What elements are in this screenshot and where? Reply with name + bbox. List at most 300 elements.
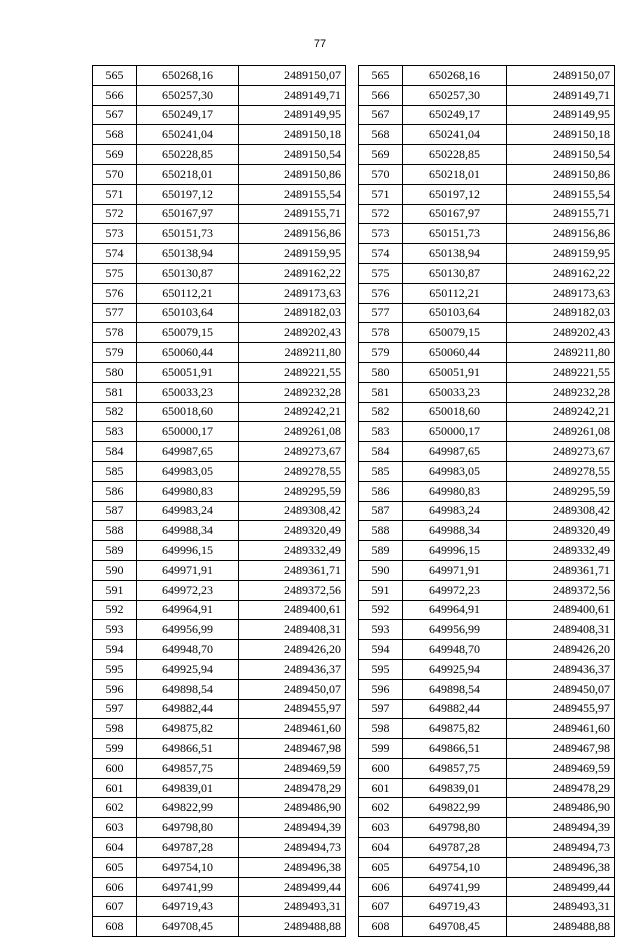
- x-coordinate-cell: 649988,34: [403, 521, 507, 541]
- x-coordinate-cell: 650000,17: [403, 422, 507, 442]
- point-number-cell: 594: [359, 640, 403, 660]
- x-coordinate-cell: 650241,04: [403, 125, 507, 145]
- point-number-cell: 592: [93, 600, 137, 620]
- point-number-cell: 582: [359, 402, 403, 422]
- point-number-cell: 583: [93, 422, 137, 442]
- point-number-cell: 586: [93, 481, 137, 501]
- y-coordinate-cell: 2489273,67: [239, 442, 346, 462]
- point-number-cell: 591: [359, 580, 403, 600]
- x-coordinate-cell: 650151,73: [403, 224, 507, 244]
- coordinates-table-left: [92, 65, 346, 937]
- y-coordinate-cell: 2489155,71: [507, 204, 615, 224]
- table-row: [93, 798, 346, 818]
- y-coordinate-cell: 2489242,21: [239, 402, 346, 422]
- table-row: [93, 818, 346, 838]
- y-coordinate-cell: 2489156,86: [507, 224, 615, 244]
- table-row: [359, 679, 615, 699]
- x-coordinate-cell: 650130,87: [137, 263, 239, 283]
- point-number-cell: 602: [93, 798, 137, 818]
- y-coordinate-cell: 2489493,31: [507, 897, 615, 917]
- table-row: [93, 204, 346, 224]
- y-coordinate-cell: 2489242,21: [507, 402, 615, 422]
- y-coordinate-cell: 2489159,95: [239, 244, 346, 264]
- point-number-cell: 572: [93, 204, 137, 224]
- x-coordinate-cell: 650228,85: [137, 145, 239, 165]
- y-coordinate-cell: 2489400,61: [239, 600, 346, 620]
- point-number-cell: 567: [359, 105, 403, 125]
- y-coordinate-cell: 2489149,95: [507, 105, 615, 125]
- y-coordinate-cell: 2489436,37: [507, 659, 615, 679]
- y-coordinate-cell: 2489499,44: [507, 877, 615, 897]
- x-coordinate-cell: 649741,99: [403, 877, 507, 897]
- table-row: [359, 85, 615, 105]
- y-coordinate-cell: 2489221,55: [239, 362, 346, 382]
- x-coordinate-cell: 649898,54: [137, 679, 239, 699]
- y-coordinate-cell: 2489436,37: [239, 659, 346, 679]
- y-coordinate-cell: 2489361,71: [239, 560, 346, 580]
- y-coordinate-cell: 2489150,54: [507, 145, 615, 165]
- x-coordinate-cell: 649798,80: [403, 818, 507, 838]
- table-row: [359, 758, 615, 778]
- point-number-cell: 590: [93, 560, 137, 580]
- table-row: [359, 204, 615, 224]
- x-coordinate-cell: 649875,82: [403, 719, 507, 739]
- x-coordinate-cell: 649866,51: [403, 739, 507, 759]
- x-coordinate-cell: 650197,12: [403, 184, 507, 204]
- y-coordinate-cell: 2489426,20: [239, 640, 346, 660]
- y-coordinate-cell: 2489486,90: [507, 798, 615, 818]
- table-row: [359, 838, 615, 858]
- point-number-cell: 571: [359, 184, 403, 204]
- point-number-cell: 596: [359, 679, 403, 699]
- x-coordinate-cell: 649741,99: [137, 877, 239, 897]
- point-number-cell: 607: [93, 897, 137, 917]
- table-row: [359, 303, 615, 323]
- y-coordinate-cell: 2489478,29: [507, 778, 615, 798]
- table-row: [359, 343, 615, 363]
- point-number-cell: 598: [359, 719, 403, 739]
- table-row: [93, 719, 346, 739]
- x-coordinate-cell: 650138,94: [137, 244, 239, 264]
- y-coordinate-cell: 2489149,71: [239, 85, 346, 105]
- y-coordinate-cell: 2489211,80: [507, 343, 615, 363]
- table-row: [93, 323, 346, 343]
- table-row: [359, 897, 615, 917]
- point-number-cell: 592: [359, 600, 403, 620]
- y-coordinate-cell: 2489202,43: [507, 323, 615, 343]
- x-coordinate-cell: 649983,24: [403, 501, 507, 521]
- point-number-cell: 569: [359, 145, 403, 165]
- y-coordinate-cell: 2489320,49: [239, 521, 346, 541]
- point-number-cell: 581: [93, 382, 137, 402]
- point-number-cell: 608: [93, 917, 137, 937]
- x-coordinate-cell: 649948,70: [403, 640, 507, 660]
- point-number-cell: 589: [359, 541, 403, 561]
- x-coordinate-cell: 649972,23: [403, 580, 507, 600]
- point-number-cell: 585: [93, 461, 137, 481]
- point-number-cell: 597: [359, 699, 403, 719]
- x-coordinate-cell: 649971,91: [403, 560, 507, 580]
- y-coordinate-cell: 2489162,22: [507, 263, 615, 283]
- table-row: [93, 857, 346, 877]
- y-coordinate-cell: 2489273,67: [507, 442, 615, 462]
- table-body-right: [359, 66, 615, 937]
- x-coordinate-cell: 650130,87: [403, 263, 507, 283]
- y-coordinate-cell: 2489149,71: [507, 85, 615, 105]
- point-number-cell: 573: [93, 224, 137, 244]
- x-coordinate-cell: 649898,54: [403, 679, 507, 699]
- point-number-cell: 599: [93, 739, 137, 759]
- point-number-cell: 568: [93, 125, 137, 145]
- point-number-cell: 595: [93, 659, 137, 679]
- y-coordinate-cell: 2489149,95: [239, 105, 346, 125]
- y-coordinate-cell: 2489278,55: [507, 461, 615, 481]
- y-coordinate-cell: 2489150,07: [507, 66, 615, 86]
- x-coordinate-cell: 649857,75: [137, 758, 239, 778]
- x-coordinate-cell: 650167,97: [403, 204, 507, 224]
- table-row: [93, 739, 346, 759]
- y-coordinate-cell: 2489469,59: [507, 758, 615, 778]
- table-row: [359, 184, 615, 204]
- table-row: [93, 283, 346, 303]
- table-row: [93, 877, 346, 897]
- table-row: [93, 402, 346, 422]
- y-coordinate-cell: 2489469,59: [239, 758, 346, 778]
- point-number-cell: 570: [93, 164, 137, 184]
- x-coordinate-cell: 649708,45: [403, 917, 507, 937]
- x-coordinate-cell: 649882,44: [403, 699, 507, 719]
- y-coordinate-cell: 2489308,42: [507, 501, 615, 521]
- table-row: [359, 244, 615, 264]
- y-coordinate-cell: 2489150,18: [239, 125, 346, 145]
- table-row: [359, 798, 615, 818]
- table-row: [93, 343, 346, 363]
- point-number-cell: 606: [359, 877, 403, 897]
- table-row: [359, 580, 615, 600]
- table-row: [359, 382, 615, 402]
- y-coordinate-cell: 2489494,39: [507, 818, 615, 838]
- x-coordinate-cell: 650218,01: [403, 164, 507, 184]
- table-row: [359, 600, 615, 620]
- y-coordinate-cell: 2489450,07: [507, 679, 615, 699]
- x-coordinate-cell: 649956,99: [137, 620, 239, 640]
- y-coordinate-cell: 2489159,95: [507, 244, 615, 264]
- y-coordinate-cell: 2489494,73: [507, 838, 615, 858]
- table-row: [359, 283, 615, 303]
- y-coordinate-cell: 2489455,97: [239, 699, 346, 719]
- x-coordinate-cell: 650241,04: [137, 125, 239, 145]
- table-row: [93, 659, 346, 679]
- y-coordinate-cell: 2489320,49: [507, 521, 615, 541]
- table-row: [93, 85, 346, 105]
- table-row: [359, 461, 615, 481]
- x-coordinate-cell: 649983,05: [137, 461, 239, 481]
- y-coordinate-cell: 2489494,73: [239, 838, 346, 858]
- point-number-cell: 594: [93, 640, 137, 660]
- point-number-cell: 566: [93, 85, 137, 105]
- y-coordinate-cell: 2489332,49: [507, 541, 615, 561]
- x-coordinate-cell: 649822,99: [137, 798, 239, 818]
- point-number-cell: 586: [359, 481, 403, 501]
- y-coordinate-cell: 2489150,86: [239, 164, 346, 184]
- table-row: [359, 422, 615, 442]
- x-coordinate-cell: 649956,99: [403, 620, 507, 640]
- x-coordinate-cell: 649988,34: [137, 521, 239, 541]
- y-coordinate-cell: 2489295,59: [507, 481, 615, 501]
- x-coordinate-cell: 650079,15: [403, 323, 507, 343]
- point-number-cell: 598: [93, 719, 137, 739]
- y-coordinate-cell: 2489488,88: [239, 917, 346, 937]
- x-coordinate-cell: 650033,23: [403, 382, 507, 402]
- y-coordinate-cell: 2489308,42: [239, 501, 346, 521]
- x-coordinate-cell: 650018,60: [403, 402, 507, 422]
- point-number-cell: 577: [359, 303, 403, 323]
- table-row: [359, 442, 615, 462]
- x-coordinate-cell: 649719,43: [403, 897, 507, 917]
- point-number-cell: 601: [93, 778, 137, 798]
- table-row: [93, 105, 346, 125]
- x-coordinate-cell: 650103,64: [403, 303, 507, 323]
- coordinates-table-right: [358, 65, 615, 937]
- x-coordinate-cell: 650257,30: [403, 85, 507, 105]
- table-row: [93, 422, 346, 442]
- point-number-cell: 585: [359, 461, 403, 481]
- point-number-cell: 579: [359, 343, 403, 363]
- table-row: [359, 719, 615, 739]
- table-row: [359, 541, 615, 561]
- table-row: [359, 917, 615, 937]
- x-coordinate-cell: 649964,91: [403, 600, 507, 620]
- table-row: [93, 481, 346, 501]
- point-number-cell: 587: [359, 501, 403, 521]
- x-coordinate-cell: 649708,45: [137, 917, 239, 937]
- y-coordinate-cell: 2489150,18: [507, 125, 615, 145]
- x-coordinate-cell: 649980,83: [137, 481, 239, 501]
- x-coordinate-cell: 650018,60: [137, 402, 239, 422]
- x-coordinate-cell: 649972,23: [137, 580, 239, 600]
- x-coordinate-cell: 649787,28: [403, 838, 507, 858]
- x-coordinate-cell: 649798,80: [137, 818, 239, 838]
- table-row: [93, 620, 346, 640]
- y-coordinate-cell: 2489450,07: [239, 679, 346, 699]
- point-number-cell: 597: [93, 699, 137, 719]
- point-number-cell: 604: [93, 838, 137, 858]
- y-coordinate-cell: 2489278,55: [239, 461, 346, 481]
- table-row: [93, 679, 346, 699]
- table-row: [93, 442, 346, 462]
- point-number-cell: 603: [359, 818, 403, 838]
- y-coordinate-cell: 2489496,38: [507, 857, 615, 877]
- table-body-left: [93, 66, 346, 937]
- point-number-cell: 604: [359, 838, 403, 858]
- x-coordinate-cell: 649948,70: [137, 640, 239, 660]
- x-coordinate-cell: 650033,23: [137, 382, 239, 402]
- y-coordinate-cell: 2489261,08: [239, 422, 346, 442]
- x-coordinate-cell: 650249,17: [137, 105, 239, 125]
- table-row: [359, 501, 615, 521]
- point-number-cell: 573: [359, 224, 403, 244]
- point-number-cell: 606: [93, 877, 137, 897]
- y-coordinate-cell: 2489173,63: [507, 283, 615, 303]
- table-row: [93, 66, 346, 86]
- y-coordinate-cell: 2489155,54: [507, 184, 615, 204]
- point-number-cell: 588: [93, 521, 137, 541]
- x-coordinate-cell: 649964,91: [137, 600, 239, 620]
- table-row: [93, 125, 346, 145]
- point-number-cell: 603: [93, 818, 137, 838]
- y-coordinate-cell: 2489150,86: [507, 164, 615, 184]
- y-coordinate-cell: 2489332,49: [239, 541, 346, 561]
- table-row: [359, 560, 615, 580]
- point-number-cell: 569: [93, 145, 137, 165]
- y-coordinate-cell: 2489494,39: [239, 818, 346, 838]
- table-row: [359, 877, 615, 897]
- table-row: [93, 501, 346, 521]
- table-row: [93, 362, 346, 382]
- y-coordinate-cell: 2489372,56: [239, 580, 346, 600]
- x-coordinate-cell: 650167,97: [137, 204, 239, 224]
- point-number-cell: 607: [359, 897, 403, 917]
- x-coordinate-cell: 650268,16: [403, 66, 507, 86]
- y-coordinate-cell: 2489486,90: [239, 798, 346, 818]
- x-coordinate-cell: 649987,65: [403, 442, 507, 462]
- point-number-cell: 582: [93, 402, 137, 422]
- point-number-cell: 605: [93, 857, 137, 877]
- point-number-cell: 572: [359, 204, 403, 224]
- x-coordinate-cell: 650060,44: [137, 343, 239, 363]
- x-coordinate-cell: 649996,15: [403, 541, 507, 561]
- table-row: [93, 917, 346, 937]
- x-coordinate-cell: 649839,01: [403, 778, 507, 798]
- point-number-cell: 596: [93, 679, 137, 699]
- page-number: 77: [313, 38, 327, 50]
- y-coordinate-cell: 2489361,71: [507, 560, 615, 580]
- y-coordinate-cell: 2489467,98: [507, 739, 615, 759]
- y-coordinate-cell: 2489455,97: [507, 699, 615, 719]
- table-row: [93, 382, 346, 402]
- x-coordinate-cell: 649971,91: [137, 560, 239, 580]
- y-coordinate-cell: 2489155,71: [239, 204, 346, 224]
- x-coordinate-cell: 649787,28: [137, 838, 239, 858]
- table-row: [93, 224, 346, 244]
- table-row: [93, 699, 346, 719]
- table-row: [93, 521, 346, 541]
- x-coordinate-cell: 650103,64: [137, 303, 239, 323]
- x-coordinate-cell: 649882,44: [137, 699, 239, 719]
- x-coordinate-cell: 650218,01: [137, 164, 239, 184]
- table-row: [359, 224, 615, 244]
- table-row: [359, 699, 615, 719]
- point-number-cell: 578: [93, 323, 137, 343]
- point-number-cell: 570: [359, 164, 403, 184]
- y-coordinate-cell: 2489400,61: [507, 600, 615, 620]
- table-row: [93, 600, 346, 620]
- y-coordinate-cell: 2489221,55: [507, 362, 615, 382]
- point-number-cell: 583: [359, 422, 403, 442]
- x-coordinate-cell: 650051,91: [137, 362, 239, 382]
- x-coordinate-cell: 649925,94: [403, 659, 507, 679]
- point-number-cell: 589: [93, 541, 137, 561]
- y-coordinate-cell: 2489493,31: [239, 897, 346, 917]
- table-row: [359, 818, 615, 838]
- y-coordinate-cell: 2489155,54: [239, 184, 346, 204]
- point-number-cell: 601: [359, 778, 403, 798]
- y-coordinate-cell: 2489499,44: [239, 877, 346, 897]
- point-number-cell: 587: [93, 501, 137, 521]
- y-coordinate-cell: 2489461,60: [507, 719, 615, 739]
- y-coordinate-cell: 2489496,38: [239, 857, 346, 877]
- point-number-cell: 574: [359, 244, 403, 264]
- point-number-cell: 579: [93, 343, 137, 363]
- x-coordinate-cell: 650197,12: [137, 184, 239, 204]
- table-row: [93, 164, 346, 184]
- table-row: [359, 145, 615, 165]
- y-coordinate-cell: 2489182,03: [507, 303, 615, 323]
- table-row: [359, 739, 615, 759]
- x-coordinate-cell: 649980,83: [403, 481, 507, 501]
- table-row: [93, 244, 346, 264]
- y-coordinate-cell: 2489408,31: [239, 620, 346, 640]
- point-number-cell: 584: [359, 442, 403, 462]
- point-number-cell: 584: [93, 442, 137, 462]
- y-coordinate-cell: 2489156,86: [239, 224, 346, 244]
- table-row: [359, 323, 615, 343]
- table-row: [359, 125, 615, 145]
- y-coordinate-cell: 2489295,59: [239, 481, 346, 501]
- table-row: [93, 580, 346, 600]
- y-coordinate-cell: 2489202,43: [239, 323, 346, 343]
- point-number-cell: 580: [93, 362, 137, 382]
- table-row: [93, 145, 346, 165]
- table-row: [93, 640, 346, 660]
- y-coordinate-cell: 2489182,03: [239, 303, 346, 323]
- point-number-cell: 571: [93, 184, 137, 204]
- point-number-cell: 593: [359, 620, 403, 640]
- table-row: [359, 164, 615, 184]
- x-coordinate-cell: 649983,24: [137, 501, 239, 521]
- point-number-cell: 575: [359, 263, 403, 283]
- table-row: [93, 184, 346, 204]
- table-row: [93, 897, 346, 917]
- point-number-cell: 565: [359, 66, 403, 86]
- y-coordinate-cell: 2489461,60: [239, 719, 346, 739]
- point-number-cell: 566: [359, 85, 403, 105]
- point-number-cell: 567: [93, 105, 137, 125]
- table-row: [359, 105, 615, 125]
- x-coordinate-cell: 649822,99: [403, 798, 507, 818]
- y-coordinate-cell: 2489232,28: [507, 382, 615, 402]
- x-coordinate-cell: 650079,15: [137, 323, 239, 343]
- point-number-cell: 568: [359, 125, 403, 145]
- table-row: [93, 778, 346, 798]
- table-row: [93, 541, 346, 561]
- table-row: [93, 758, 346, 778]
- x-coordinate-cell: 650249,17: [403, 105, 507, 125]
- x-coordinate-cell: 649987,65: [137, 442, 239, 462]
- x-coordinate-cell: 650060,44: [403, 343, 507, 363]
- point-number-cell: 581: [359, 382, 403, 402]
- x-coordinate-cell: 650112,21: [403, 283, 507, 303]
- x-coordinate-cell: 649996,15: [137, 541, 239, 561]
- point-number-cell: 593: [93, 620, 137, 640]
- table-row: [93, 303, 346, 323]
- table-row: [359, 263, 615, 283]
- x-coordinate-cell: 650228,85: [403, 145, 507, 165]
- point-number-cell: 590: [359, 560, 403, 580]
- x-coordinate-cell: 650151,73: [137, 224, 239, 244]
- y-coordinate-cell: 2489261,08: [507, 422, 615, 442]
- point-number-cell: 605: [359, 857, 403, 877]
